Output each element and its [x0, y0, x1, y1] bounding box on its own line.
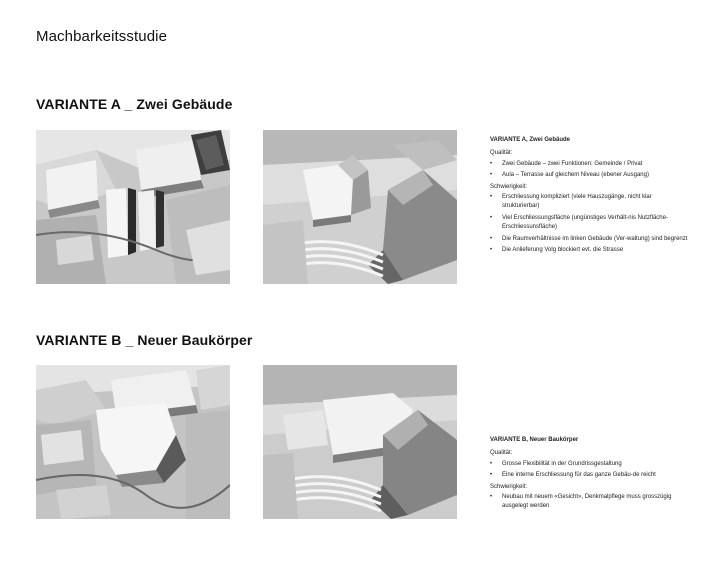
variant-a-notes	[490, 136, 690, 257]
list-item: • Die Raumverhältnisse im linken Gebäude (Ver-waltung) sind begrenzt	[490, 235, 690, 244]
list-item: • Neubau mit neuem «Gesicht», Denkmalpflege muss grosszügig ausgelegt werden	[490, 493, 690, 512]
list-item: • Aula – Terrasse auf gleichem Niveau (ebener Ausgang)	[490, 171, 690, 180]
list-item: • Viel Erschliessungsfläche (ungünstiges Verhält-nis Nutzfläche-Erschliessunsfläche)	[490, 214, 690, 233]
variant-a-difficulty-list	[490, 193, 690, 255]
variant-a-model-photo-perspective	[263, 130, 457, 284]
list-item: • Eine interne Erschliessung für das ganze Gebäu-de reicht	[490, 471, 690, 480]
page-title: Machbarkeitsstudie	[36, 28, 168, 45]
list-item: • Die Anlieferung Volg blockiert evt. die Strasse	[490, 246, 690, 255]
variant-b-model-photo-top-view	[36, 365, 230, 519]
variant-a-quality-list	[490, 160, 690, 181]
variant-b-notes	[490, 436, 690, 514]
list-item: • Zwei Gebäude – zwei Funktionen: Gemeinde / Privat	[490, 160, 690, 169]
variant-a-notes-title: VARIANTE A, Zwei Gebäude	[490, 137, 571, 143]
variant-b-heading: VARIANTE B _ Neuer Baukörper	[36, 332, 253, 348]
variant-a-difficulty-label: Schwierigkeit:	[490, 183, 528, 190]
variant-b-model-photo-perspective	[263, 365, 457, 519]
list-item: • Grosse Flexibilität in der Grundrissgestaltung	[490, 460, 690, 469]
list-item: • Erschliessung kompliziert (viele Hauszugänge, nicht klar strukturierbar)	[490, 193, 690, 212]
variant-b-quality-list	[490, 460, 690, 481]
variant-b-notes-title: VARIANTE B, Neuer Baukörper	[490, 437, 579, 443]
variant-b-quality-label: Qualität:	[490, 450, 513, 457]
variant-b-difficulty-label: Schwierigkeit:	[490, 483, 528, 490]
variant-a-heading: VARIANTE A _ Zwei Gebäude	[36, 96, 233, 112]
variant-b-difficulty-list	[490, 493, 690, 512]
variant-a-quality-label: Qualität:	[490, 150, 513, 157]
variant-a-model-photo-top-view	[36, 130, 230, 284]
